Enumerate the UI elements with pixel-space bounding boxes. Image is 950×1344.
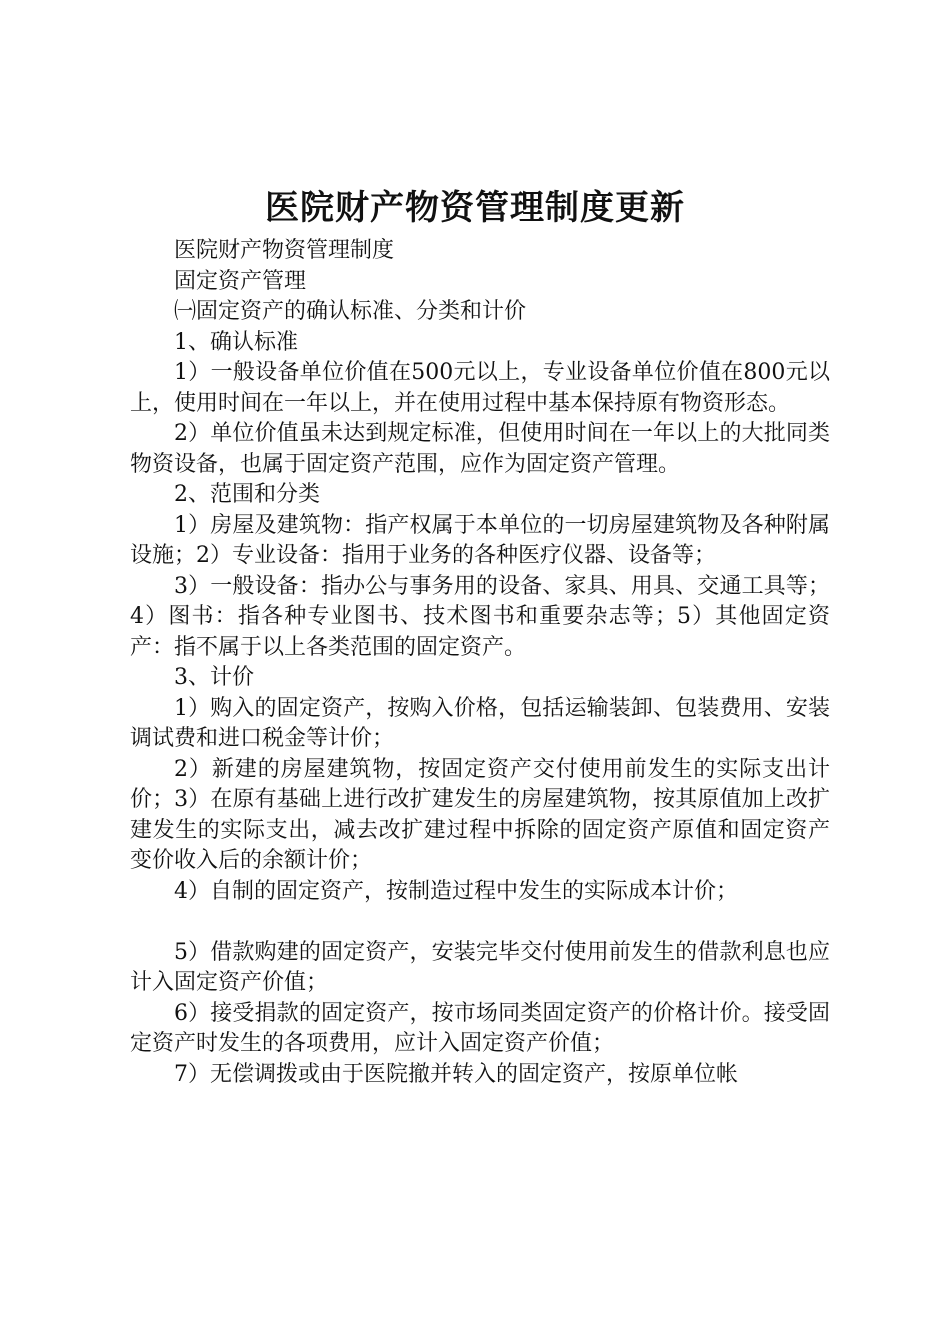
paragraph: 1）房屋及建筑物：指产权属于本单位的一切房屋建筑物及各种附属设施；2）专业设备：指用于业务的各种医疗仪器、设备等； [130, 512, 830, 568]
paragraph-subsection: ㈠固定资产的确认标准、分类和计价 [174, 299, 527, 324]
document-body [130, 236, 830, 1090]
paragraph: 1）一般设备单位价值在500元以上，专业设备单位价值在800元以上，使用时间在一年以上，并在使用过程中基本保持原有物资形态。 [130, 360, 830, 416]
paragraph: 4）自制的固定资产，按制造过程中发生的实际成本计价； [174, 878, 738, 904]
blank-line [130, 907, 830, 938]
paragraph-section: 固定资产管理 [174, 268, 307, 294]
paragraph: 3）一般设备：指办公与事务用的设备、家具、用具、交通工具等；4）图书：指各种专业图书、技术图书和重要杂志等；5）其他固定资产：指不属于以上各类范围的固定资产。 [130, 573, 830, 660]
paragraph-item-heading: 2、范围和分类 [174, 482, 320, 507]
paragraph: 6）接受捐款的固定资产，按市场同类固定资产的价格计价。接受固定资产时发生的各项费用，应计入固定资产价值； [130, 1000, 830, 1056]
paragraph-item-heading: 1、确认标准 [174, 329, 298, 355]
paragraph-item-heading: 3、计价 [174, 665, 254, 690]
document-title: 医院财产物资管理制度更新 [265, 188, 685, 228]
paragraph: 2）单位价值虽未达到规定标准，但使用时间在一年以上的大批同类物资设备，也属于固定资产范围，应作为固定资产管理。 [130, 421, 830, 477]
paragraph: 7）无偿调拨或由于医院撤并转入的固定资产，按原单位帐 [174, 1061, 738, 1087]
paragraph: 5）借款购建的固定资产，安装完毕交付使用前发生的借款利息也应计入固定资产价值； [130, 939, 830, 995]
paragraph: 1）购入的固定资产，按购入价格，包括运输装卸、包装费用、安装调试费和进口税金等计价； [130, 695, 830, 751]
paragraph-heading: 医院财产物资管理制度 [174, 238, 395, 263]
paragraph: 2）新建的房屋建筑物，按固定资产交付使用前发生的实际支出计价；3）在原有基础上进行改扩建发生的房屋建筑物，按其原值加上改扩建发生的实际支出，减去改扩建过程中拆除的固定资产原值和固定资产变价收入后的余额计价； [130, 756, 830, 873]
